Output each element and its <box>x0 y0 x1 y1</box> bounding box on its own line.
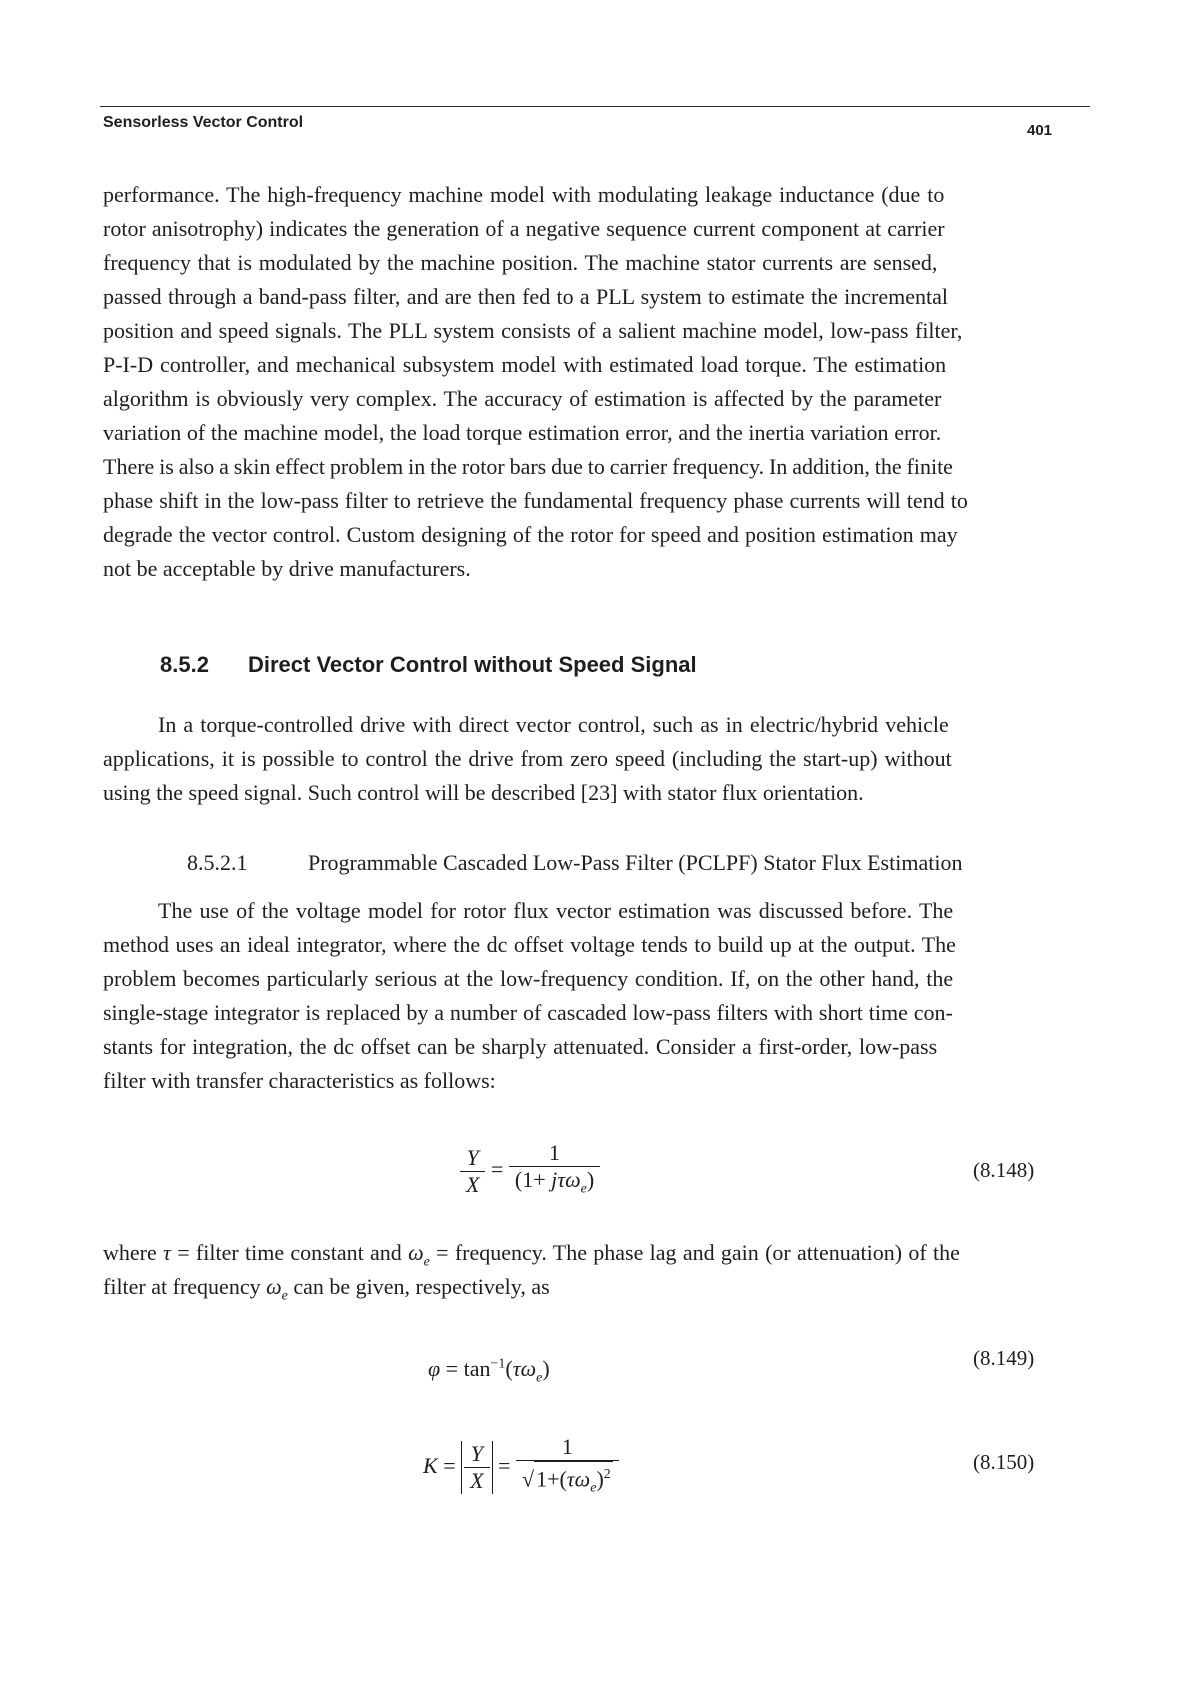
text-line <box>103 1274 550 1309</box>
inverse-superscript: −1 <box>490 1356 506 1372</box>
radicand-variable: τω <box>566 1466 591 1492</box>
text-line: In a torque-controlled drive with direct vector control, such as in electric/hybrid vehicle <box>158 712 949 737</box>
denominator-sqrt <box>516 1461 619 1502</box>
text-line: position and speed signals. The PLL system consists of a salient machine model, low-pass filter, <box>103 318 963 343</box>
fraction-y-over-x <box>464 1441 489 1494</box>
text-span: filter at frequency <box>103 1274 267 1299</box>
text-line: There is also a skin effect problem in the rotor bars due to carrier frequency. In addition, the finite <box>103 454 953 479</box>
argument-variable: τω <box>512 1356 537 1381</box>
section-heading <box>160 652 697 678</box>
text-span: can be given, respectively, as <box>287 1274 550 1299</box>
subsection-heading <box>187 850 962 876</box>
equation-number: (8.150) <box>973 1450 1035 1474</box>
text-line: rotor anisotrophy) indicates the generation of a negative sequence current component at carrier <box>103 216 945 241</box>
text-line: using the speed signal. Such control will be described [23] with stator flux orientation. <box>103 780 864 805</box>
den-variable: jτω <box>551 1167 581 1192</box>
denominator-x: X <box>470 1468 484 1494</box>
sqrt-icon: √ <box>521 1466 535 1492</box>
den-suffix: ) <box>586 1167 595 1192</box>
text-line: P-I-D controller, and mechanical subsystem model with estimated load torque. The estimation <box>103 352 947 377</box>
radicand-subscript: e <box>590 1480 597 1496</box>
equals-sign: = <box>490 1156 504 1182</box>
text-line: stants for integration, the dc offset can be sharply attenuated. Consider a first-order, low-pass <box>103 1034 938 1059</box>
text-line: problem becomes particularly serious at the low-frequency condition. If, on the other hand, the <box>103 966 954 991</box>
fraction-gain <box>516 1434 619 1502</box>
text-line: The use of the voltage model for rotor flux vector estimation was discussed before. The <box>158 898 954 923</box>
numerator-one: 1 <box>516 1434 619 1461</box>
denominator-expression <box>509 1167 600 1202</box>
numerator-one: 1 <box>509 1140 600 1167</box>
text-line: variation of the machine model, the load torque estimation error, and the inertia variation error. <box>103 420 942 445</box>
symbol-subscript: e <box>281 1288 288 1304</box>
sqrt-radicand <box>534 1461 613 1502</box>
text-line: frequency that is modulated by the machine position. The machine stator currents are sensed, <box>103 250 938 275</box>
den-prefix: (1+ <box>514 1167 552 1192</box>
text-line: algorithm is obviously very complex. The accuracy of estimation is affected by the parameter <box>103 386 942 411</box>
text-line: single-stage integrator is replaced by a number of cascaded low-pass filters with short time con- <box>103 1000 953 1025</box>
text-span: = frequency. The phase lag and gain (or attenuation) of the <box>429 1240 960 1265</box>
radicand-suffix: ) <box>596 1466 604 1492</box>
equals-sign: = <box>437 1452 456 1478</box>
symbol-subscript: e <box>423 1254 430 1270</box>
text-span: where <box>103 1240 164 1265</box>
symbol-omega: ω <box>266 1274 282 1299</box>
paren-open: ( <box>505 1356 513 1381</box>
running-head: Sensorless Vector Control <box>103 114 304 131</box>
text-line: phase shift in the low-pass filter to retrieve the fundamental frequency phase currents will tend to <box>103 488 968 513</box>
text-span: = filter time constant and <box>170 1240 409 1265</box>
text-line: method uses an ideal integrator, where the dc offset voltage tends to build up at the output. The <box>103 932 956 957</box>
text-line: passed through a band-pass filter, and are then fed to a PLL system to estimate the incremental <box>103 284 949 309</box>
paren-close: ) <box>542 1356 550 1381</box>
header-rule <box>100 106 1090 107</box>
subsection-number: 8.5.2.1 <box>187 850 248 875</box>
symbol-tau: τ <box>163 1240 171 1265</box>
den-subscript: e <box>580 1181 587 1197</box>
equation-8-149 <box>428 1356 550 1386</box>
denominator-x: X <box>466 1171 480 1197</box>
text-line <box>103 1240 960 1275</box>
symbol-k: K <box>423 1452 438 1478</box>
page-number: 401 <box>1027 122 1053 139</box>
section-number: 8.5.2 <box>160 652 209 677</box>
radicand-prefix: 1+( <box>536 1466 567 1492</box>
numerator-y: Y <box>464 1441 489 1468</box>
equation-number: (8.148) <box>973 1158 1035 1182</box>
fraction-y-over-x <box>460 1145 485 1198</box>
text-line: not be acceptable by drive manufacturers. <box>103 556 471 581</box>
numerator-y: Y <box>460 1145 485 1172</box>
text-line: performance. The high-frequency machine model with modulating leakage inductance (due to <box>103 182 945 207</box>
text-line: degrade the vector control. Custom designing of the rotor for speed and position estimation may <box>103 522 958 547</box>
equals-tan: = tan <box>440 1356 491 1381</box>
text-line: filter with transfer characteristics as follows: <box>103 1068 496 1093</box>
equals-sign: = <box>498 1452 511 1478</box>
symbol-omega: ω <box>408 1240 424 1265</box>
symbol-phi: φ <box>428 1356 441 1381</box>
radicand-superscript: 2 <box>603 1467 611 1482</box>
equation-8-148 <box>460 1140 600 1202</box>
equation-8-150 <box>423 1434 619 1502</box>
text-line: applications, it is possible to control the drive from zero speed (including the start-up) without <box>103 746 952 771</box>
absolute-value <box>461 1441 492 1494</box>
argument-subscript: e <box>536 1370 543 1386</box>
equation-number: (8.149) <box>973 1346 1035 1370</box>
section-title: Direct Vector Control without Speed Signal <box>248 652 697 677</box>
fraction-transfer <box>509 1140 600 1202</box>
subsection-title: Programmable Cascaded Low-Pass Filter (PCLPF) Stator Flux Estimation <box>308 850 963 875</box>
